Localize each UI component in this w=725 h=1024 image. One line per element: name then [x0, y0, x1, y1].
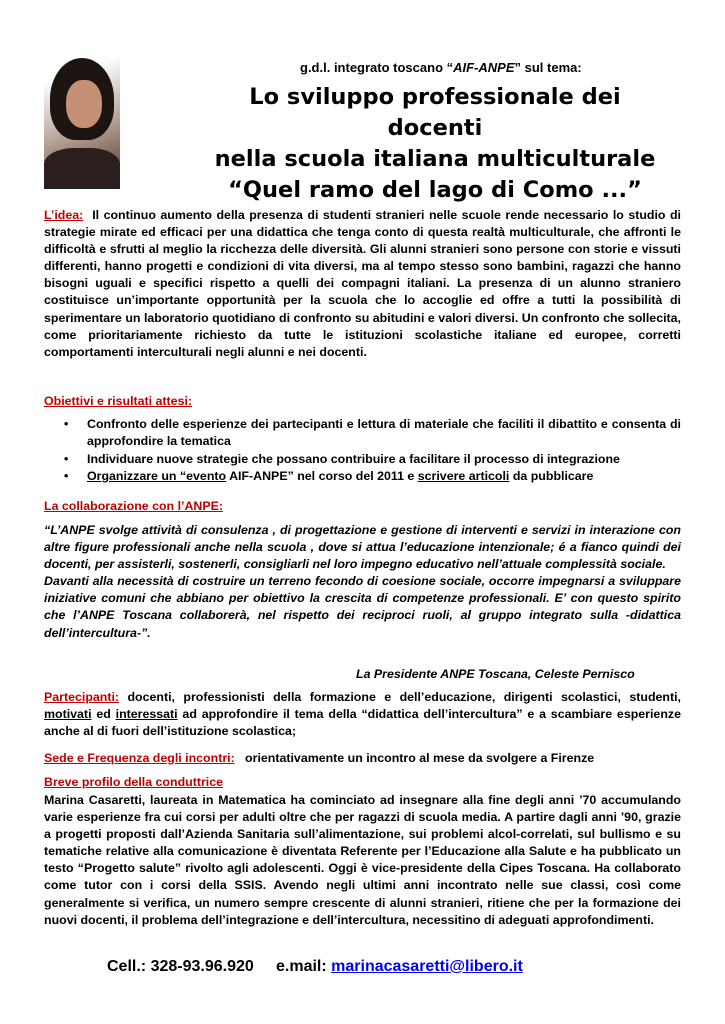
- objectives-list: [44, 416, 681, 486]
- subtitle-org: AIF-ANPE: [453, 60, 515, 75]
- meetings-text: orientativamente un incontro al mese da svolgere a Firenze: [245, 751, 595, 765]
- list-item: [44, 416, 681, 451]
- subtitle-prefix: g.d.l. integrato toscano “: [300, 60, 454, 75]
- participants-motivated: motivati: [44, 707, 92, 722]
- meetings-section: [44, 750, 681, 767]
- email-label: e.mail:: [276, 958, 332, 975]
- list-item: [44, 468, 681, 485]
- participants-text-a: docenti, professionisti della formazione e dell’educazione, dirigenti scolastici, studenti,: [119, 690, 681, 704]
- write-articles-link[interactable]: scrivere articoli: [417, 469, 510, 484]
- profile-heading: Breve profilo della conduttrice: [44, 775, 224, 789]
- idea-text: Il continuo aumento della presenza di studenti stranieri nelle scuole rende necessario lo studio di strategie mirate ed efficaci per una didattica che tenga conto di questa realtà multiculturale, che affronti le difficoltà e sfrutti al meglio la ricchezza delle diversità. Gli alunni stranieri sono persone con storie e vissuti differenti, hanno progetti e condizioni di vita diversi, ma al tempo stesso sono bambini, ragazzi che hanno bisogni uguali e specifici rispetto a quelli dei compagni italiani. La presenza di un alunno straniero costituisce un’importante opportunità per la scuola che lo accoglie ed offre a tutti la possibilità di sperimentare un laboratorio quotidiano di confronto su abitudini e valori diversi. Un confronto che sollecita, come prioritariamente richiesto da tutte le istituzioni scolastiche italiane ed europee, corretti comportamenti interculturali negli alunni e nei docenti.: [44, 208, 681, 359]
- objectives-heading: Obiettivi e risultati attesi:: [44, 394, 193, 408]
- quote-paragraph-1: “L’ANPE svolge attività di consulenza , di progettazione e gestione di interventi e servizi in interazione con altre figure professionali anche nella scuola , dove si attua l’educazione intenzionale; é a fianco quindi dei docenti, per assisterli, sostenerli, consigliarli nel loro impegno educativo nell’attuale complessità sociale.: [44, 523, 681, 572]
- photo-body: [44, 148, 120, 189]
- idea-section: [44, 207, 681, 361]
- email-link[interactable]: marinacasaretti@libero.it: [331, 958, 523, 975]
- page-title: [200, 82, 670, 206]
- collaboration-heading-wrap: [44, 498, 681, 515]
- profile-heading-wrap: [44, 774, 681, 791]
- photo-face: [66, 80, 102, 128]
- objectives-heading-wrap: [44, 393, 681, 410]
- idea-heading: L’idea:: [44, 208, 84, 222]
- participants-text-b: ad approfondire il tema della “didattica dell’intercultura” e a scambiare esperienze anche al di fuori dell’istituzione scolastica;: [44, 707, 681, 739]
- participants-interested: interessati: [115, 707, 178, 722]
- title-line-3: “Quel ramo del lago di Como ...”: [228, 177, 642, 203]
- objective-2: Individuare nuove strategie che possano contribuire a facilitare il processo di integrazione: [87, 451, 620, 466]
- objective-1: Confronto delle esperienze dei partecipanti e lettura di materiale che faciliti il dibattito e consenta di approfondire la tematica: [87, 417, 681, 449]
- list-item: [44, 451, 681, 468]
- header-subtitle: [300, 60, 582, 75]
- quote-paragraph-2: Davanti alla necessità di costruire un terreno fecondo di coesione sociale, occorre impegnarsi a sviluppare iniziative comuni che abbiano per obiettivo la crescita di competenze professionali. E’ con questo spirito che l’ANPE Toscana collaborerà, nel rispetto dei reciproci ruoli, al gruppo integrato sulla -didattica dell’intercultura-”.: [44, 574, 681, 640]
- bullet-icon: •: [64, 469, 69, 484]
- contact-info: [107, 958, 523, 976]
- collaboration-quote: [44, 522, 681, 642]
- objective-3-mid: AIF-ANPE” nel corso del 2011 e: [226, 469, 418, 484]
- profile-text: Marina Casaretti, laureata in Matematica ha cominciato ad insegnare alla fine degli anni ’70 accumulando varie esperienze fra cui corsi per adulti oltre che per ragazzi di scuola media. A partire dagli anni ’90, grazie a progetti proposti dall’Azienda Sanitaria sull’alimentazione, sui problemi alcol-correlati, sul bullismo e su tematiche relative alla comunicazione è diventata Referente per l’Educazione alla Salute e ha pubblicato un testo “Progetto salute” rivolto agli adolescenti. Oggi è vice-presidente della Cipes Toscana. Ha collaborato come tutor con i corsi della SSIS. Avendo negli ultimi anni incontrato nelle sue classi, così come generalmente si verifica, un numero sempre crescente di alunni stranieri, ritiene che per la formazione dei nuovi docenti, il problema dell’integrazione e dell’intercultura, necessitino di adeguati approfondimenti.: [44, 793, 681, 927]
- bullet-icon: •: [64, 451, 69, 466]
- title-line-1: Lo sviluppo professionale dei docenti: [249, 84, 621, 141]
- title-line-2: nella scuola italiana multiculturale: [214, 146, 656, 172]
- author-photo: [44, 52, 120, 189]
- bullet-icon: •: [64, 417, 69, 431]
- signature: La Presidente ANPE Toscana, Celeste Pernisco: [356, 667, 635, 681]
- collaboration-heading: La collaborazione con l’ANPE:: [44, 499, 224, 513]
- phone-number: Cell.: 328-93.96.920: [107, 958, 254, 975]
- participants-heading: Partecipanti:: [44, 690, 120, 704]
- participants-and: ed: [91, 707, 116, 722]
- objective-3-end: da pubblicare: [509, 469, 594, 484]
- participants-section: [44, 689, 681, 740]
- meetings-heading: Sede e Frequenza degli incontri:: [44, 751, 235, 765]
- subtitle-suffix: ” sul tema:: [514, 60, 582, 75]
- organize-event-link[interactable]: Organizzare un “evento: [87, 469, 227, 484]
